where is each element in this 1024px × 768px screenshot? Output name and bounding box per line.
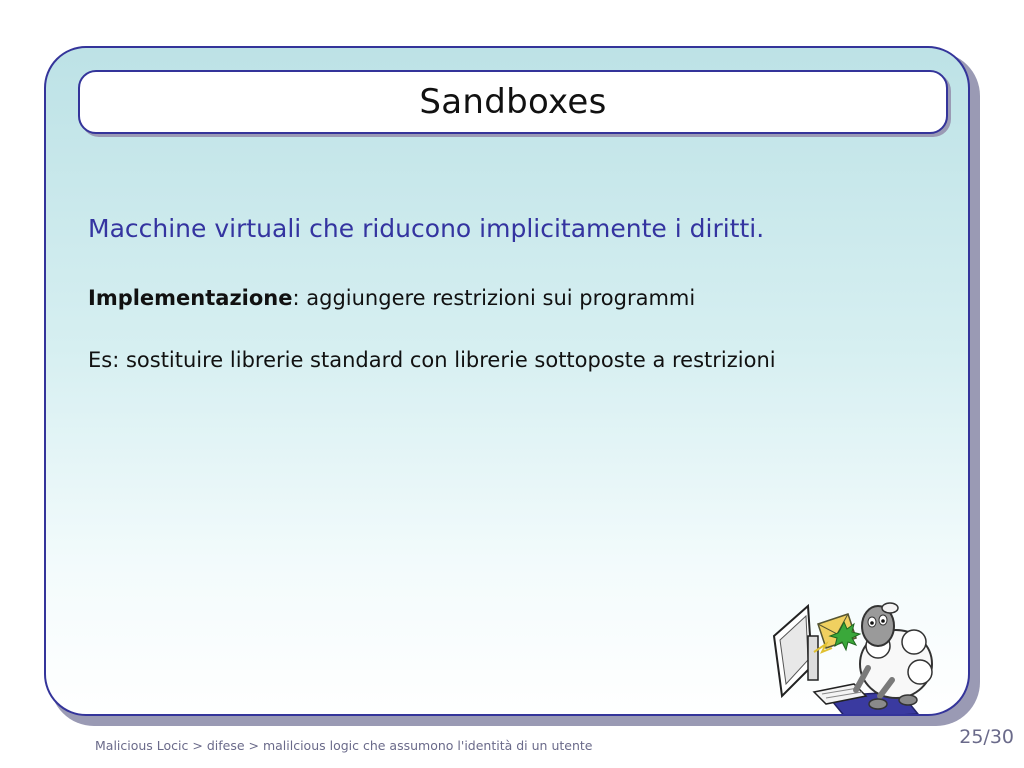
slide-subtitle: Macchine virtuali che riducono implicitamente i diritti. [88, 214, 765, 243]
example-line: Es: sostituire librerie standard con librerie sottoposte a restrizioni [88, 348, 776, 372]
page-number: 25/30 [959, 726, 1014, 748]
slide-frame [44, 46, 970, 716]
title-bar [78, 70, 948, 134]
sheep-at-computer-icon [768, 596, 938, 716]
implementation-text: : aggiungere restrizioni sui programmi [292, 286, 696, 310]
implementation-label: Implementazione [88, 286, 293, 310]
implementation-line [88, 286, 695, 310]
slide-title: Sandboxes [419, 82, 607, 122]
footer-breadcrumb: Malicious Locic > difese > malilcious logic che assumono l'identità di un utente [95, 738, 593, 753]
